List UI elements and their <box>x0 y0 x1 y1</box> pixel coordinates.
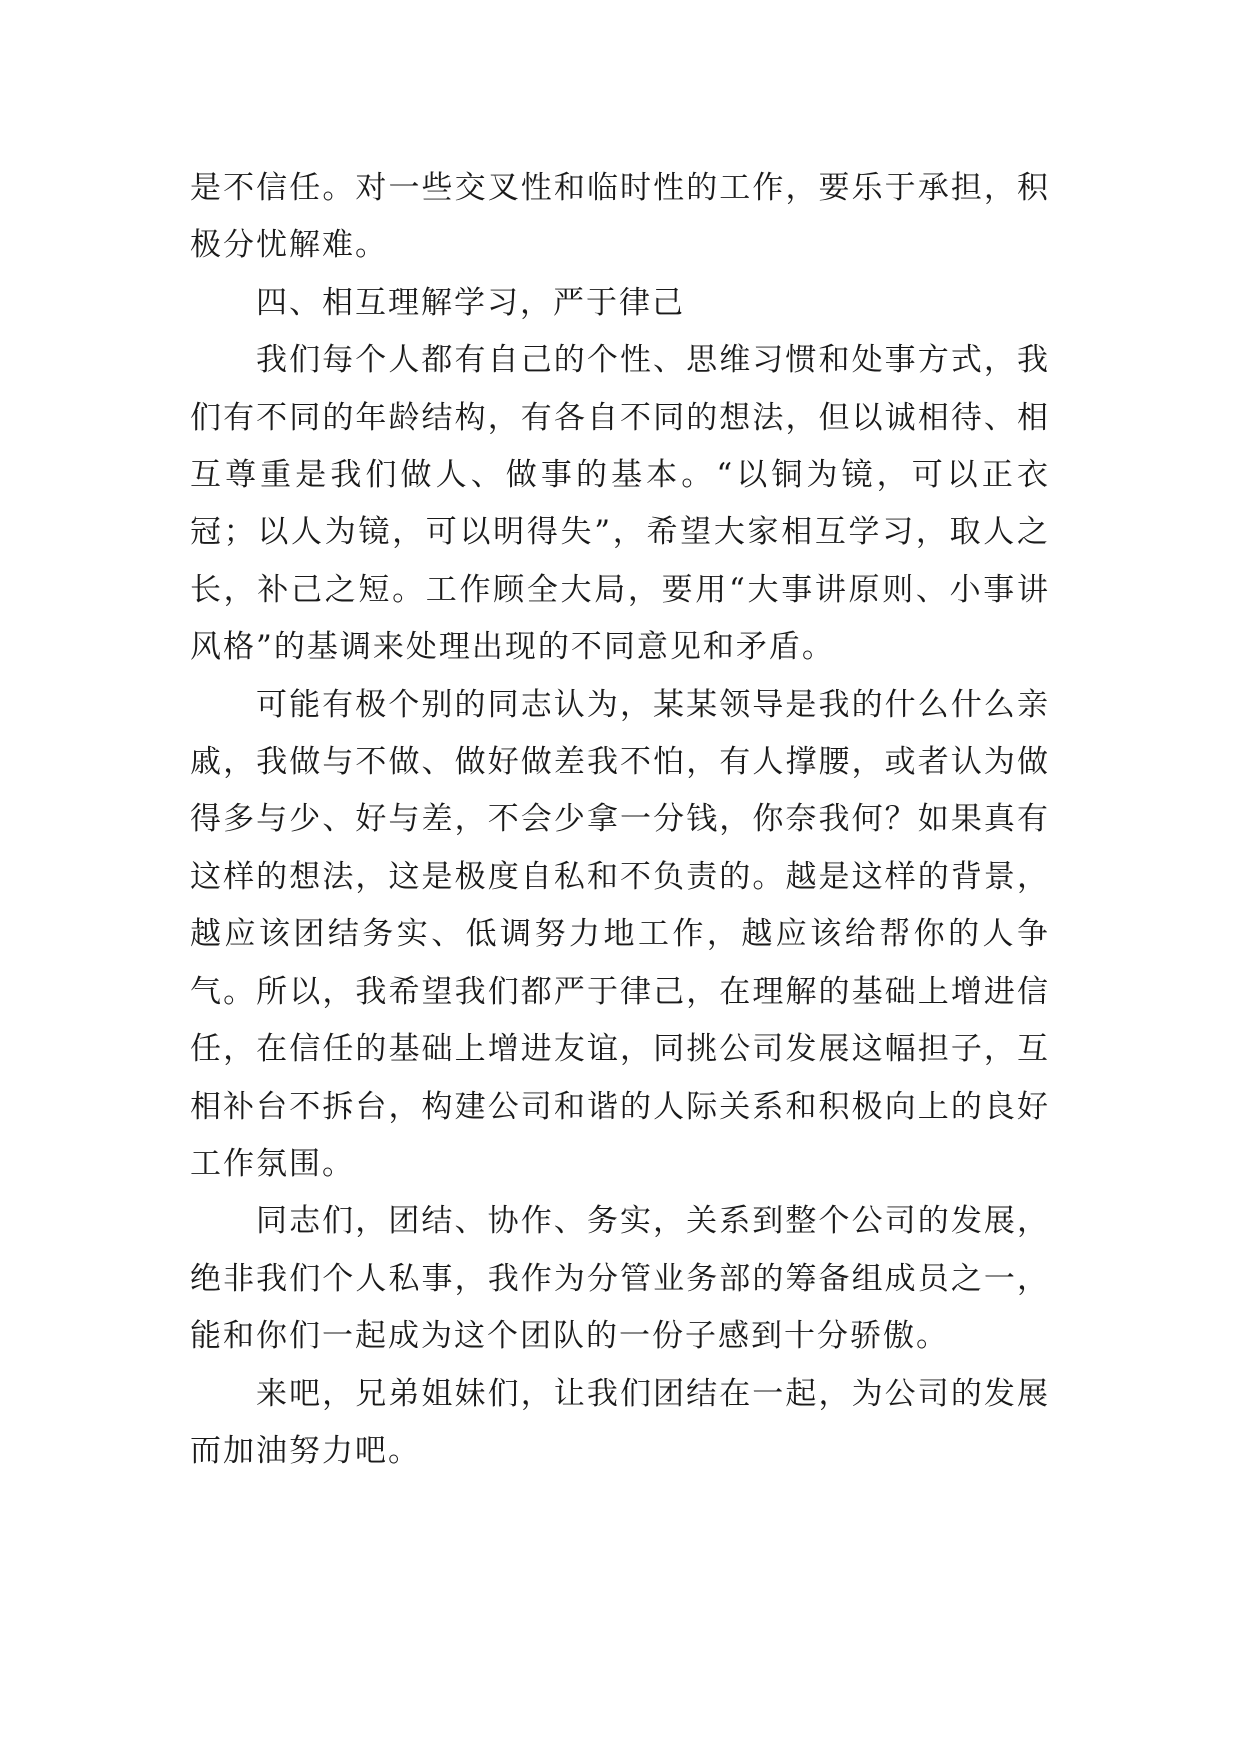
paragraph-2: 我们每个人都有自己的个性、思维习惯和处事方式，我们有不同的年龄结构，有各自不同的想法，但以诚相待、相互尊重是我们做人、做事的基本。“以铜为镜，可以正衣冠；以人为镜，可以明得失”，希望大家相互学习，取人之长，补己之短。工作顾全大局，要用“大事讲原则、小事讲风格”的基调来处理出现的不同意见和矛盾。 <box>190 342 1050 666</box>
document-body <box>190 160 1050 1480</box>
paragraph-5: 来吧，兄弟姐妹们，让我们团结在一起，为公司的发展而加油努力吧。 <box>190 1375 1050 1469</box>
section-heading: 四、相互理解学习，严于律己 <box>256 284 685 321</box>
paragraph-3: 可能有极个别的同志认为，某某领导是我的什么什么亲戚，我做与不做、做好做差我不怕，有人撑腰，或者认为做得多与少、好与差，不会少拿一分钱，你奈我何？如果真有这样的想法，这是极度自私和不负责的。越是这样的背景，越应该团结务实、低调努力地工作，越应该给帮你的人争气。所以，我希望我们都严于律己，在理解的基础上增进信任，在信任的基础上增进友谊，同挑公司发展这幅担子，互相补台不拆台，构建公司和谐的人际关系和积极向上的良好工作氛围。 <box>190 686 1050 1182</box>
paragraph-1: 是不信任。对一些交叉性和临时性的工作，要乐于承担，积极分忧解难。 <box>190 170 1050 264</box>
paragraph-4: 同志们，团结、协作、务实，关系到整个公司的发展，绝非我们个人私事，我作为分管业务部的筹备组成员之一，能和你们一起成为这个团队的一份子感到十分骄傲。 <box>190 1203 1050 1355</box>
